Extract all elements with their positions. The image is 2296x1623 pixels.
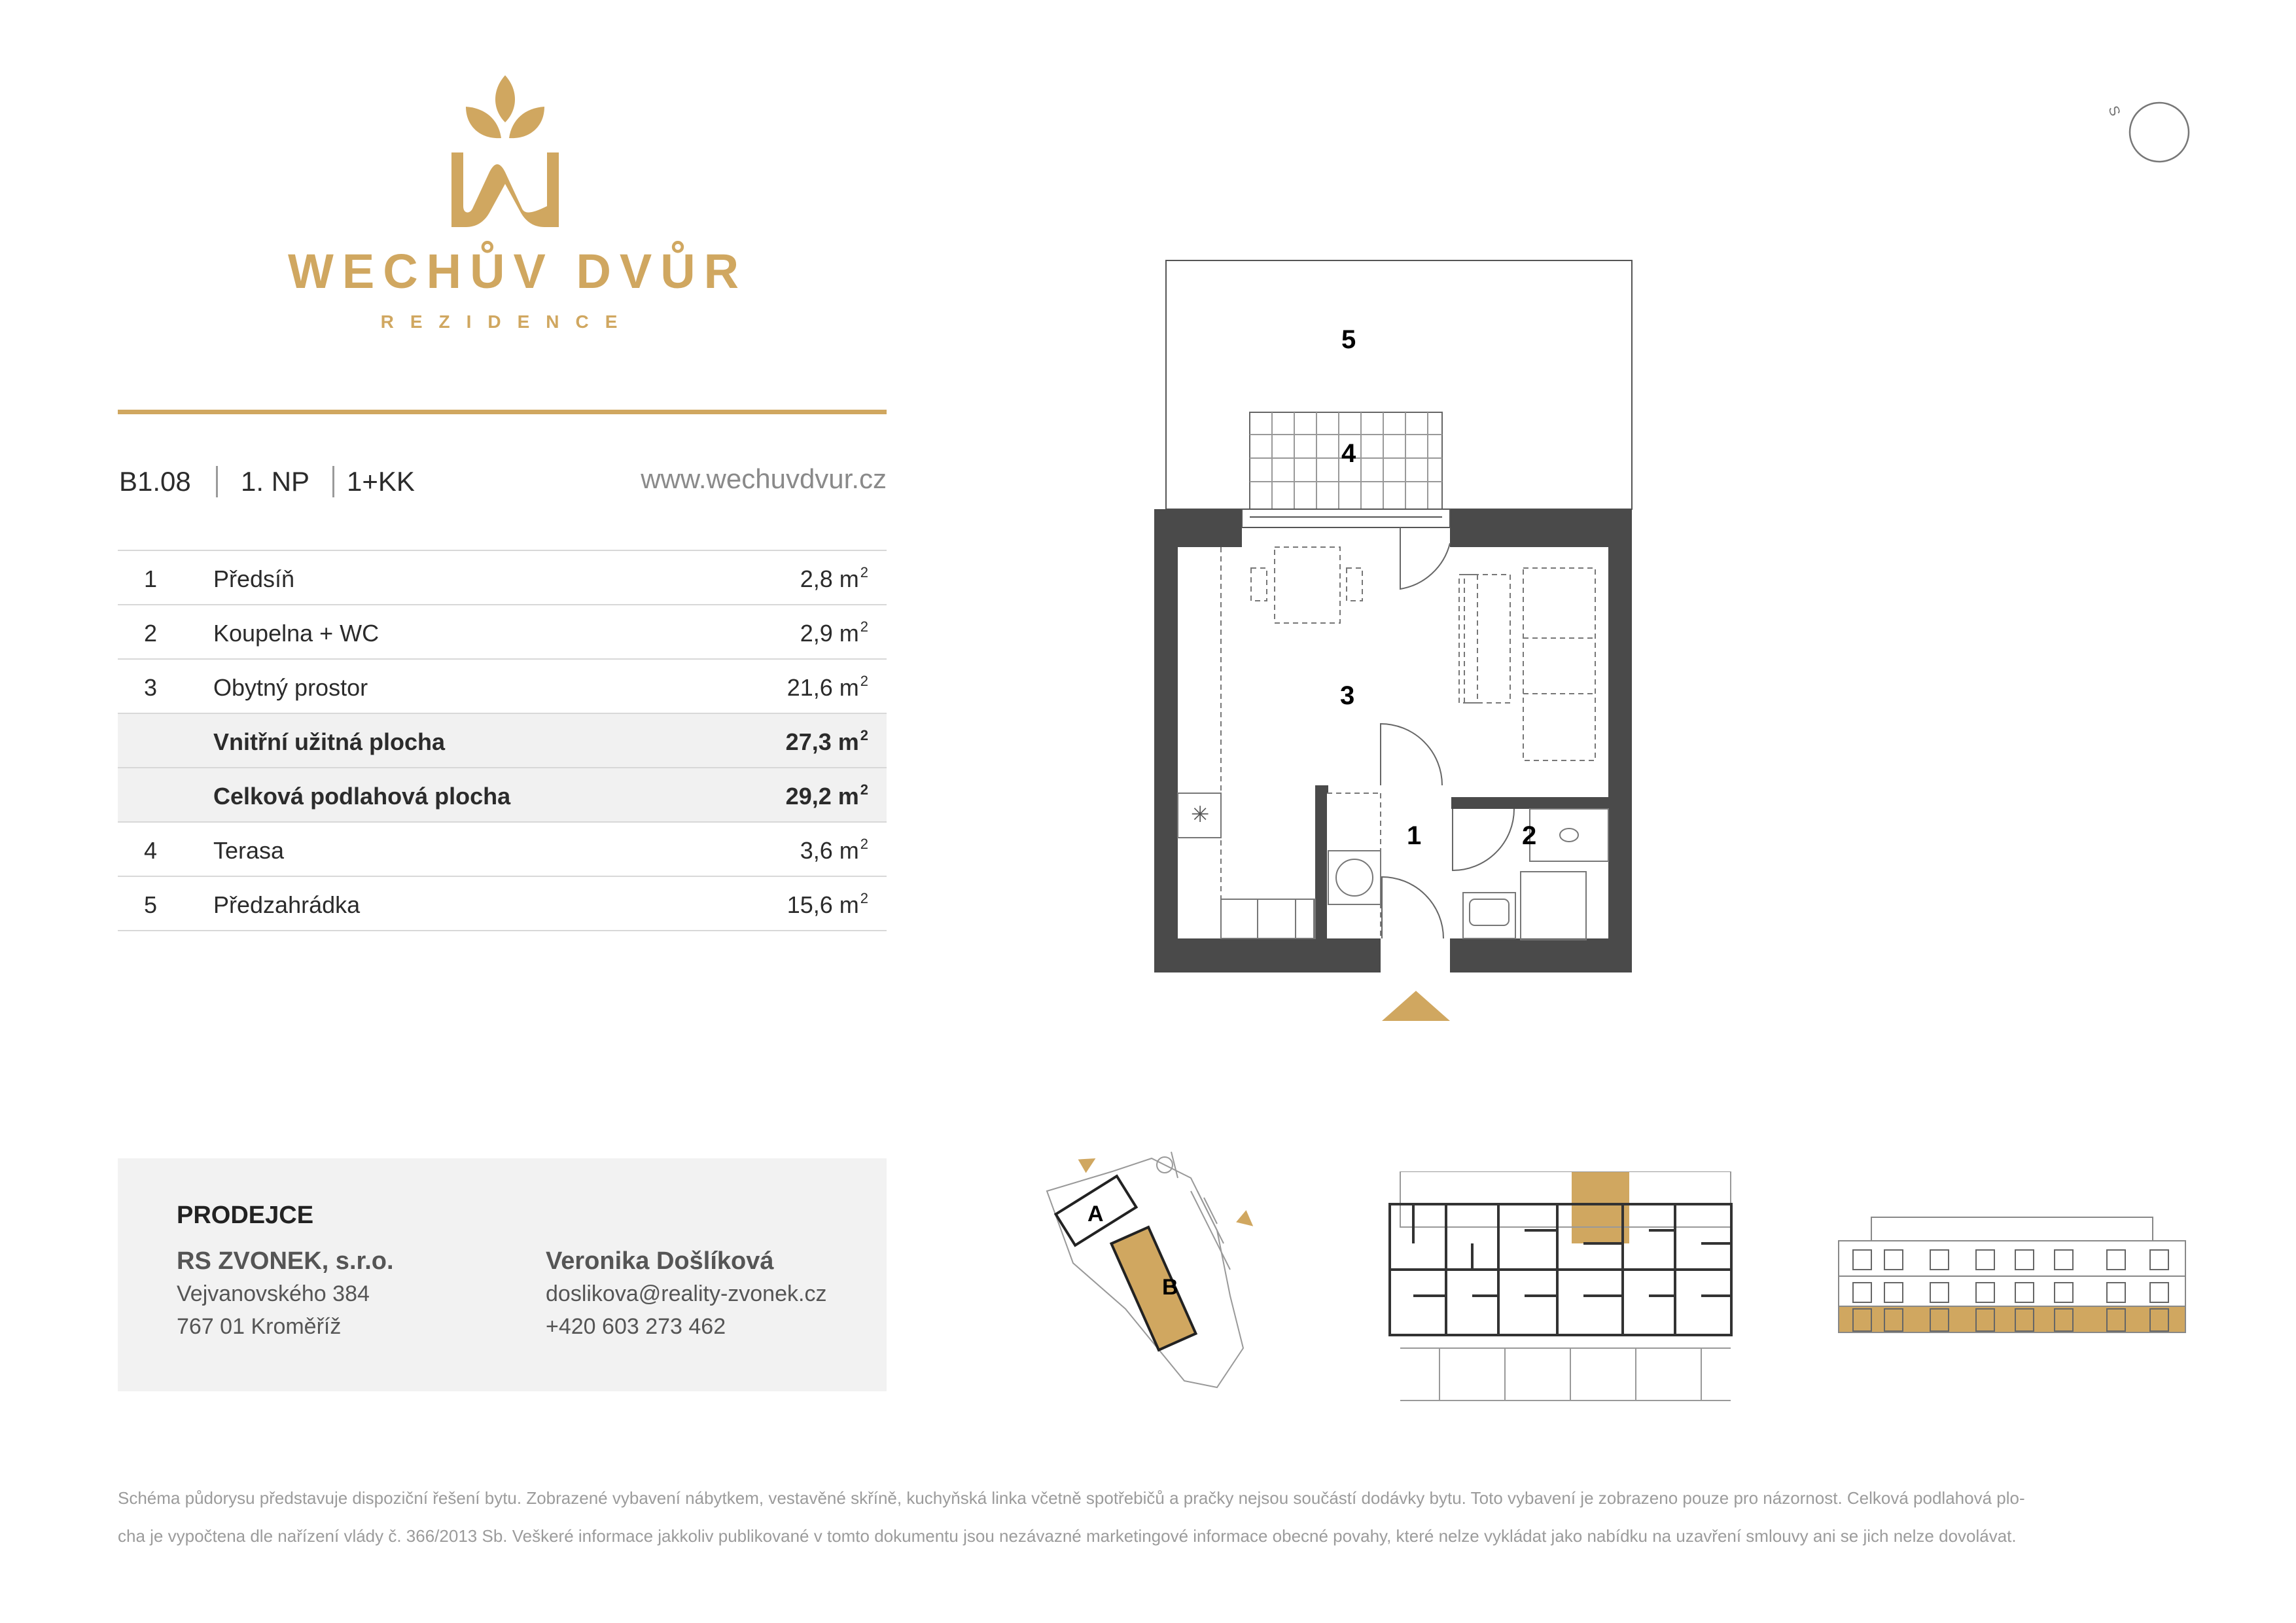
table-row (118, 877, 887, 931)
building-a-label: A (1087, 1202, 1104, 1226)
brand-logo-icon (446, 75, 564, 227)
room-number: 2 (144, 620, 158, 647)
unit-layout: 1+KK (347, 466, 415, 497)
compass-letter: S (2105, 103, 2124, 118)
table-row-total (118, 768, 887, 823)
building-a (1056, 1176, 1137, 1245)
room-number: 4 (144, 837, 158, 864)
area-table (118, 550, 887, 931)
contact-phone[interactable]: +420 603 273 462 (546, 1314, 726, 1339)
room-label-4: 4 (1341, 439, 1356, 468)
building-b-label: B (1162, 1275, 1178, 1300)
gold-divider (118, 410, 887, 414)
building-b (1111, 1227, 1195, 1350)
sofa-bed-icon (1459, 568, 1595, 760)
seller-box (118, 1158, 887, 1391)
disclaimer-line: Schéma půdorysu představuje dispoziční řešení bytu. Zobrazené vybavení nábytkem, vestavěné skříně, kuchyňská linka včetně spotřebičů a pračky nejsou součástí dodávky bytu. Toto vybavení je zobrazeno pouze pro názornost. Celková podlahová plo- (118, 1488, 2025, 1508)
walls (1154, 509, 1632, 972)
room-name: Terasa (213, 837, 285, 864)
room-area: 21,6 $m^2$ (786, 673, 868, 701)
floor-plan (1139, 255, 1649, 1034)
room-area: 2,8 $m^2$ (800, 564, 868, 592)
header-divider (332, 466, 334, 497)
company-street: Vejvanovského 384 (177, 1281, 370, 1306)
table-row-total (118, 714, 887, 768)
room-label-1: 1 (1407, 821, 1422, 850)
area-total-value: 29,2 $m^2$ (785, 781, 868, 810)
company-city: 767 01 Kroměříž (177, 1314, 342, 1339)
room-name: Obytný prostor (213, 674, 368, 701)
room-label-3: 3 (1340, 681, 1355, 710)
table-row (118, 660, 887, 714)
table-row (118, 823, 887, 877)
disclaimer-line: cha je vypočtena dle nařízení vlády č. 366/2013 Sb. Veškeré informace jakkoliv publikované v tomto dokumentu jsou nezávazné marketingové informace obecné povahy, které nelze vykládat jako nabídku na uzavření smlouvy ani se jich nelze dovolávat. (118, 1526, 2017, 1546)
room-name: Předzahrádka (213, 891, 361, 918)
unit-floor: 1. NP (241, 466, 310, 497)
brand-subtitle: REZIDENCE (380, 312, 634, 332)
unit-code: B1.08 (119, 466, 191, 497)
washing-machine-icon (1328, 851, 1381, 904)
disclaimer (118, 1479, 2192, 1555)
entrance-marker-icon (1382, 991, 1450, 1021)
room-number: 3 (144, 674, 158, 701)
dining-table-icon (1251, 547, 1362, 623)
area-total-value: 27,3 $m^2$ (785, 727, 868, 755)
room-name: Koupelna + WC (213, 620, 380, 647)
room-number: 1 (144, 565, 158, 592)
compass-icon (2094, 88, 2199, 173)
room-name: Předsíň (213, 565, 295, 592)
contact-name: Veronika Došlíková (546, 1247, 774, 1275)
header-divider (216, 466, 218, 497)
floor-key-plan (1374, 1171, 1740, 1407)
seller-contact (546, 1245, 826, 1343)
website-link[interactable]: www.wechuvdvur.cz (641, 463, 887, 494)
table-row (118, 551, 887, 605)
table-row (118, 605, 887, 660)
room-area: 2,9 $m^2$ (800, 618, 868, 647)
room-area: 3,6 $m^2$ (800, 836, 868, 864)
brand-name: WECHŮV DVŮR (288, 244, 748, 298)
area-total-label: Vnitřní užitná plocha (213, 728, 446, 755)
ventilation-icon: ✳ (1191, 802, 1210, 828)
room-number: 5 (144, 891, 158, 918)
area-total-label: Celková podlahová plocha (213, 783, 511, 810)
room-label-2: 2 (1522, 821, 1537, 850)
room-area: 15,6 $m^2$ (786, 890, 868, 918)
contact-email[interactable]: doslikova@reality-zvonek.cz (546, 1281, 827, 1306)
seller-company (177, 1245, 394, 1343)
room-label-5: 5 (1341, 325, 1356, 354)
site-map (1034, 1139, 1282, 1414)
seller-title: PRODEJCE (177, 1202, 314, 1229)
company-name: RS ZVONEK, s.r.o. (177, 1247, 394, 1275)
building-elevation (1832, 1204, 2199, 1348)
